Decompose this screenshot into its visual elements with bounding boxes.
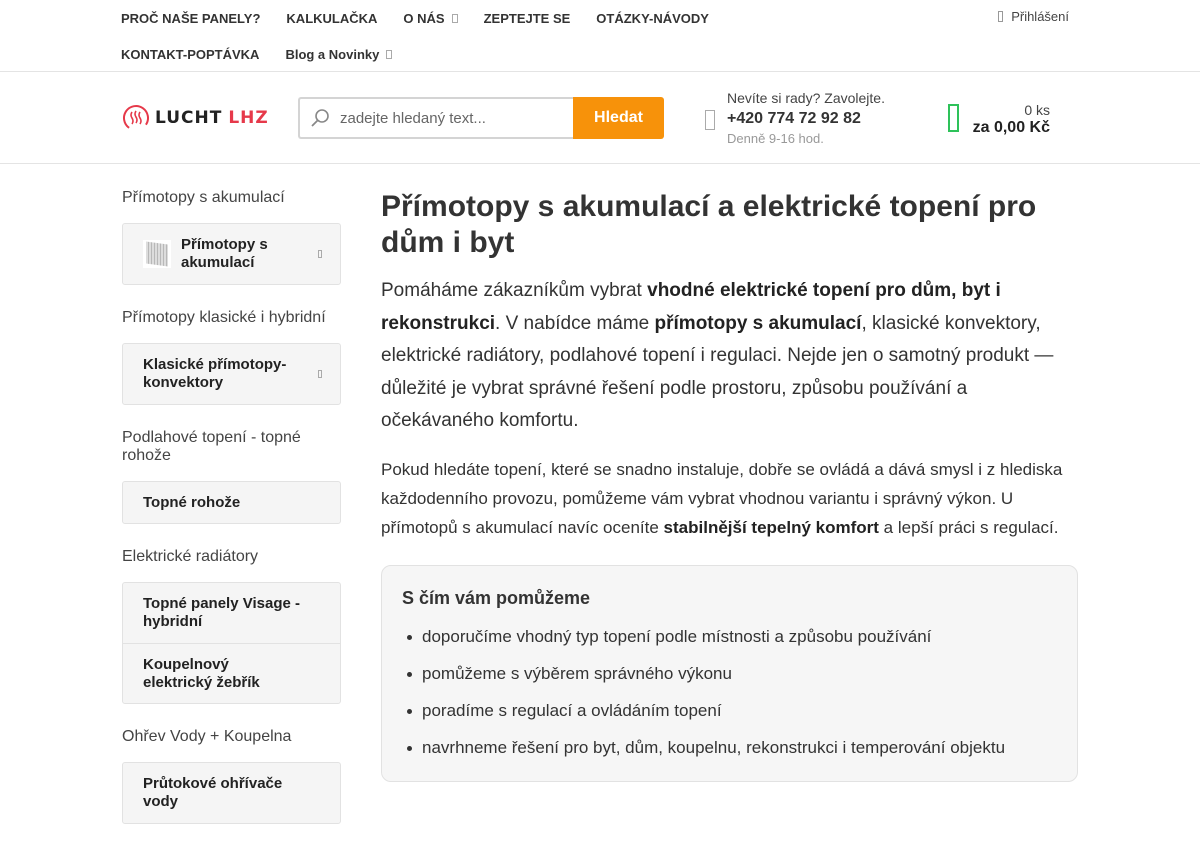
chevron-right-icon [318, 370, 322, 378]
nav-proc-nase-panely[interactable]: PROČ NAŠE PANELY? [121, 10, 261, 26]
phone-prompt: Nevíte si rady? Zavolejte. [727, 90, 885, 106]
category-title[interactable]: Podlahové topení - topné rohože [122, 429, 301, 464]
sidebar-item-primotopy-s-akumulaci[interactable] [123, 224, 340, 284]
list-item: doporučíme vhodný typ topení podle místnosti a způsobu používání [402, 619, 1057, 656]
chevron-down-icon [386, 50, 392, 59]
intro-paragraph: Pomáháme zákazníkům vybrat vhodné elektrické topení pro dům, byt i rekonstrukci. V nabídce máme přímotopy s akumulací, klasické konvektory, elektrické radiátory, podlahové topení i regulaci. Nejde jen o samotný produkt — důležité je vybrat správné řešení podle prostoru, způsobu používání a očekávaného komfortu. [381, 280, 1054, 431]
category-group [122, 582, 341, 704]
sidebar-item-label: Koupelnový elektrický žebřík [143, 655, 260, 691]
radiator-thumbnail [143, 240, 171, 268]
page-title: Přímotopy s akumulací a elektrické topení pro dům i byt [381, 190, 1037, 259]
help-list [402, 619, 1057, 767]
category-title[interactable]: Přímotopy klasické i hybridní [122, 309, 326, 326]
logo-text: LUCHT LHZ [155, 108, 269, 128]
category-title[interactable]: Přímotopy s akumulací [122, 189, 285, 206]
phone-contact [705, 90, 885, 146]
login-label: Přihlášení [1011, 9, 1069, 24]
cart-widget[interactable] [946, 100, 1050, 140]
nav-zeptejte-se[interactable]: ZEPTEJTE SE [483, 10, 571, 26]
category-title[interactable]: Elektrické radiátory [122, 548, 259, 565]
top-navigation [0, 0, 1200, 72]
category-group [122, 223, 341, 285]
cart-total: za 0,00 Kč [972, 119, 1050, 136]
category-group [122, 343, 341, 405]
cart-icon [948, 104, 959, 132]
nav-blog-novinky[interactable]: Blog a Novinky [276, 47, 392, 62]
search-button[interactable]: Hledat [573, 97, 664, 139]
nav-o-nas[interactable]: O NÁS [394, 11, 457, 26]
main-menu [122, 0, 882, 72]
help-box [381, 565, 1078, 782]
sidebar-item-klasicke-primotopy[interactable] [123, 344, 340, 404]
heat-waves-logo-icon [122, 104, 150, 132]
sidebar-item-label: Topné rohože [143, 493, 241, 511]
category-title[interactable]: Ohřev Vody + Koupelna [122, 728, 292, 745]
search-icon [310, 108, 330, 128]
search-input[interactable] [340, 110, 560, 127]
list-item: navrhneme řešení pro byt, dům, koupelnu, rekonstrukci i temperování objektu [402, 730, 1057, 767]
chevron-down-icon [452, 14, 458, 23]
menu-row-2 [122, 36, 882, 72]
main-content [381, 189, 1078, 782]
list-item: pomůžeme s výběrem správného výkonu [402, 656, 1057, 693]
phone-hours: Denně 9-16 hod. [727, 131, 824, 146]
nav-kontakt-poptavka[interactable]: KONTAKT-POPTÁVKA [121, 46, 260, 62]
list-item: poradíme s regulací a ovládáním topení [402, 693, 1057, 730]
phone-icon [705, 110, 715, 130]
category-sidebar [122, 189, 341, 848]
nav-kalkulacka[interactable]: KALKULAČKA [286, 10, 378, 26]
user-icon [998, 11, 1003, 22]
sidebar-item-label: Topné panely Visage - hybridní [143, 595, 300, 630]
login-link[interactable] [998, 9, 1069, 24]
site-header [0, 73, 1200, 164]
menu-row-1 [122, 0, 882, 36]
sidebar-item-label: Klasické přímotopy-konvektory [143, 356, 287, 391]
sidebar-item-prutokove-ohrivace[interactable] [123, 763, 340, 823]
body-paragraph: Pokud hledáte topení, které se snadno instaluje, dobře se ovládá a dává smysl i z hlediska každodenního provozu, pomůžeme vám vybrat vhodnou variantu i správný výkon. U přímotopů s akumulací navíc oceníte stabilnější tepelný komfort a lepší práci s regulací. [381, 459, 1063, 537]
nav-otazky-navody[interactable]: OTÁZKY-NÁVODY [596, 10, 709, 26]
site-logo[interactable] [122, 103, 269, 133]
search-field [298, 97, 573, 139]
sidebar-item-koupelnovy-zebrik[interactable] [123, 643, 340, 703]
phone-number[interactable]: +420 774 72 92 82 [727, 110, 861, 127]
sidebar-item-label: Přímotopy s akumulací [181, 236, 268, 271]
chevron-right-icon [318, 250, 322, 258]
category-group [122, 762, 341, 824]
sidebar-item-label: Průtokové ohřívače vody [143, 775, 283, 810]
search-form [298, 97, 664, 139]
sidebar-item-topne-rohoze[interactable] [123, 482, 340, 523]
category-group [122, 481, 341, 524]
help-box-title: S čím vám pomůžeme [402, 587, 591, 608]
cart-count: 0 ks [1024, 102, 1050, 118]
sidebar-item-topne-panely-visage[interactable] [123, 583, 340, 643]
